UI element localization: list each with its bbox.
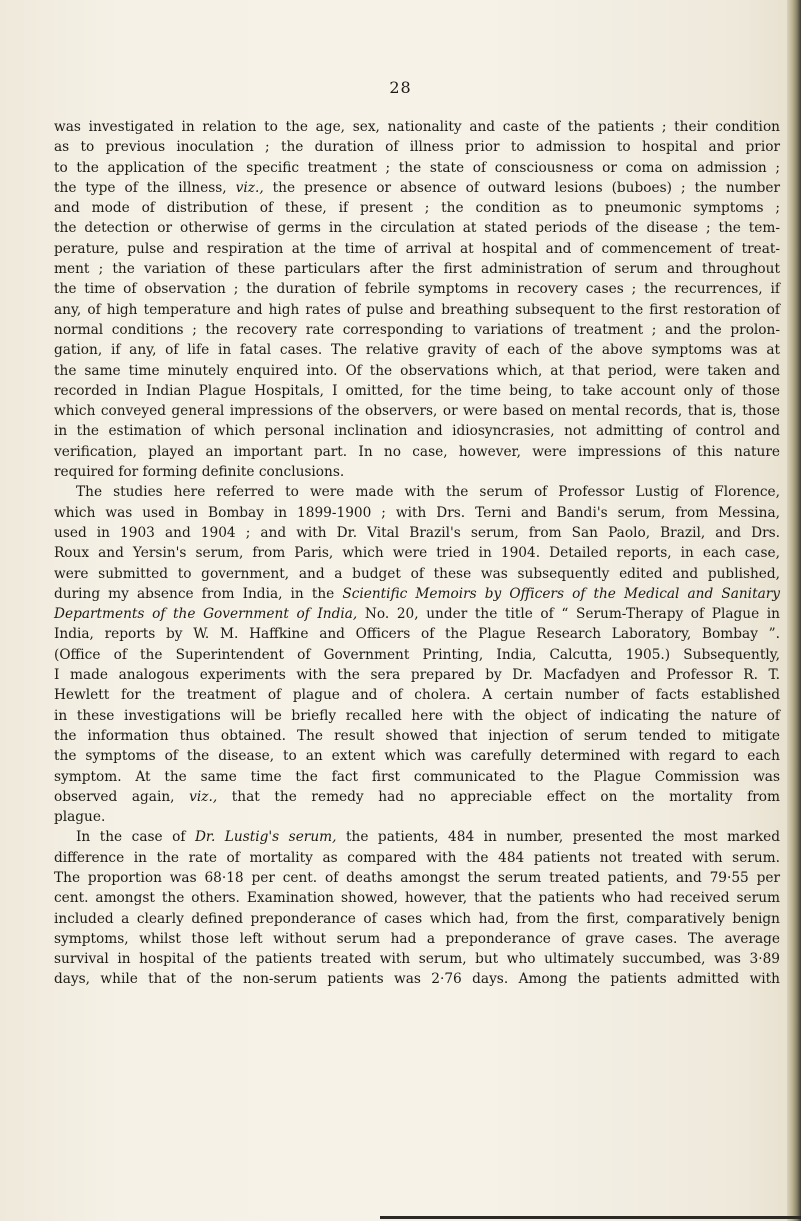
body-text <box>54 117 780 990</box>
text-line: the symptoms of the disease, to an extent which was carefully determined with regard to each <box>54 748 780 765</box>
text-line: perature, pulse and respiration at the time of arrival at hospital and of commencement of treat- <box>54 240 780 257</box>
text-line: gation, if any, of life in fatal cases. The relative gravity of each of the above symptoms was at <box>54 342 780 359</box>
text-line: were submitted to government, and a budget of these was subsequently edited and published, <box>54 565 780 582</box>
text-line: was investigated in relation to the age, sex, nationality and caste of the patients ; their condition <box>54 119 780 135</box>
text-line: the same time minutely enquired into. Of the observations which, at that period, were taken and <box>54 362 780 379</box>
text-line: the time of observation ; the duration of febrile symptoms in recovery cases ; the recurrences, if <box>54 281 780 298</box>
text-line: in these investigations will be briefly recalled here with the object of indicating the nature of <box>54 707 780 724</box>
text-line: Departments of the Government of India, No. 20, under the title of “ Serum-Therapy of Plague in <box>54 606 780 623</box>
page-bottom-rule <box>380 1216 801 1219</box>
text-line: Roux and Yersin's serum, from Paris, which were tried in 1904. Detailed reports, in each case, <box>54 545 780 562</box>
text-line: the information thus obtained. The result showed that injection of serum tended to mitigate <box>54 727 780 744</box>
text-line: used in 1903 and 1904 ; and with Dr. Vital Brazil's serum, from San Paolo, Brazil, and Drs. <box>54 524 780 541</box>
text-line: the type of the illness, viz., the presence or absence of outward lesions (buboes) ; the number <box>54 179 780 196</box>
text-line: to the application of the specific treatment ; the state of consciousness or coma on admission ; <box>54 159 780 176</box>
text-line: cent. amongst the others. Examination showed, however, that the patients who had received serum <box>54 890 780 907</box>
text-line: which conveyed general impressions of the observers, or were based on mental records, that is, those <box>54 403 780 420</box>
text-line: I made analogous experiments with the sera prepared by Dr. Macfadyen and Professor R. T. <box>54 667 780 684</box>
text-line: as to previous inoculation ; the duration of illness prior to admission to hospital and prior <box>54 139 780 156</box>
text-line: the detection or otherwise of germs in the circulation at stated periods of the disease ; the tem- <box>54 220 780 237</box>
text-line: The studies here referred to were made with the serum of Professor Lustig of Florence, <box>76 484 780 501</box>
paragraph <box>54 827 780 989</box>
paragraph <box>54 482 780 827</box>
text-line: Hewlett for the treatment of plague and of cholera. A certain number of facts established <box>54 687 780 704</box>
text-line: The proportion was 68·18 per cent. of deaths amongst the serum treated patients, and 79·55 per <box>54 869 780 886</box>
text-line: verification, played an important part. In no case, however, were impressions of this nature <box>54 443 780 460</box>
paragraph <box>54 117 780 482</box>
text-line: symptom. At the same time the fact first communicated to the Plague Commission was <box>54 768 780 785</box>
text-line: symptoms, whilst those left without serum had a preponderance of grave cases. The average <box>54 930 780 947</box>
text-line: days, while that of the non-serum patients was 2·76 days. Among the patients admitted with <box>54 971 780 988</box>
text-line: required for forming definite conclusions. <box>54 464 345 481</box>
text-line: in the estimation of which personal inclination and idiosyncrasies, not admitting of control and <box>54 423 780 440</box>
text-line: difference in the rate of mortality as compared with the 484 patients not treated with serum. <box>54 849 780 866</box>
text-line: observed again, viz., that the remedy had no appreciable effect on the mortality from <box>54 788 780 805</box>
text-line: and mode of distribution of these, if present ; the condition as to pneumonic symptoms ; <box>54 200 780 217</box>
text-line: normal conditions ; the recovery rate corresponding to variations of treatment ; and the prolon- <box>54 321 780 338</box>
page-edge-shadow <box>787 0 801 1221</box>
page-number: 28 <box>389 78 412 97</box>
text-line: India, reports by W. M. Haffkine and Officers of the Plague Research Laboratory, Bombay ”. <box>54 626 780 643</box>
text-line: plague. <box>54 809 106 826</box>
text-line: recorded in Indian Plague Hospitals, I omitted, for the time being, to take account only of those <box>54 382 780 399</box>
text-line: which was used in Bombay in 1899-1900 ; with Drs. Terni and Bandi's serum, from Messina, <box>54 504 780 521</box>
text-line: (Office of the Superintendent of Government Printing, India, Calcutta, 1905.) Subsequently, <box>54 646 780 663</box>
text-line: In the case of Dr. Lustig's serum, the patients, 484 in number, presented the most marked <box>76 829 780 846</box>
text-line: any, of high temperature and high rates of pulse and breathing subsequent to the first restoration of <box>54 301 780 318</box>
text-line: included a clearly defined preponderance of cases which had, from the first, comparatively benign <box>54 910 780 927</box>
text-line: during my absence from India, in the Scientific Memoirs by Officers of the Medical and Sanitary <box>54 585 780 602</box>
text-line: ment ; the variation of these particulars after the first administration of serum and throughout <box>54 261 780 278</box>
text-line: survival in hospital of the patients treated with serum, but who ultimately succumbed, was 3·89 <box>54 951 780 968</box>
